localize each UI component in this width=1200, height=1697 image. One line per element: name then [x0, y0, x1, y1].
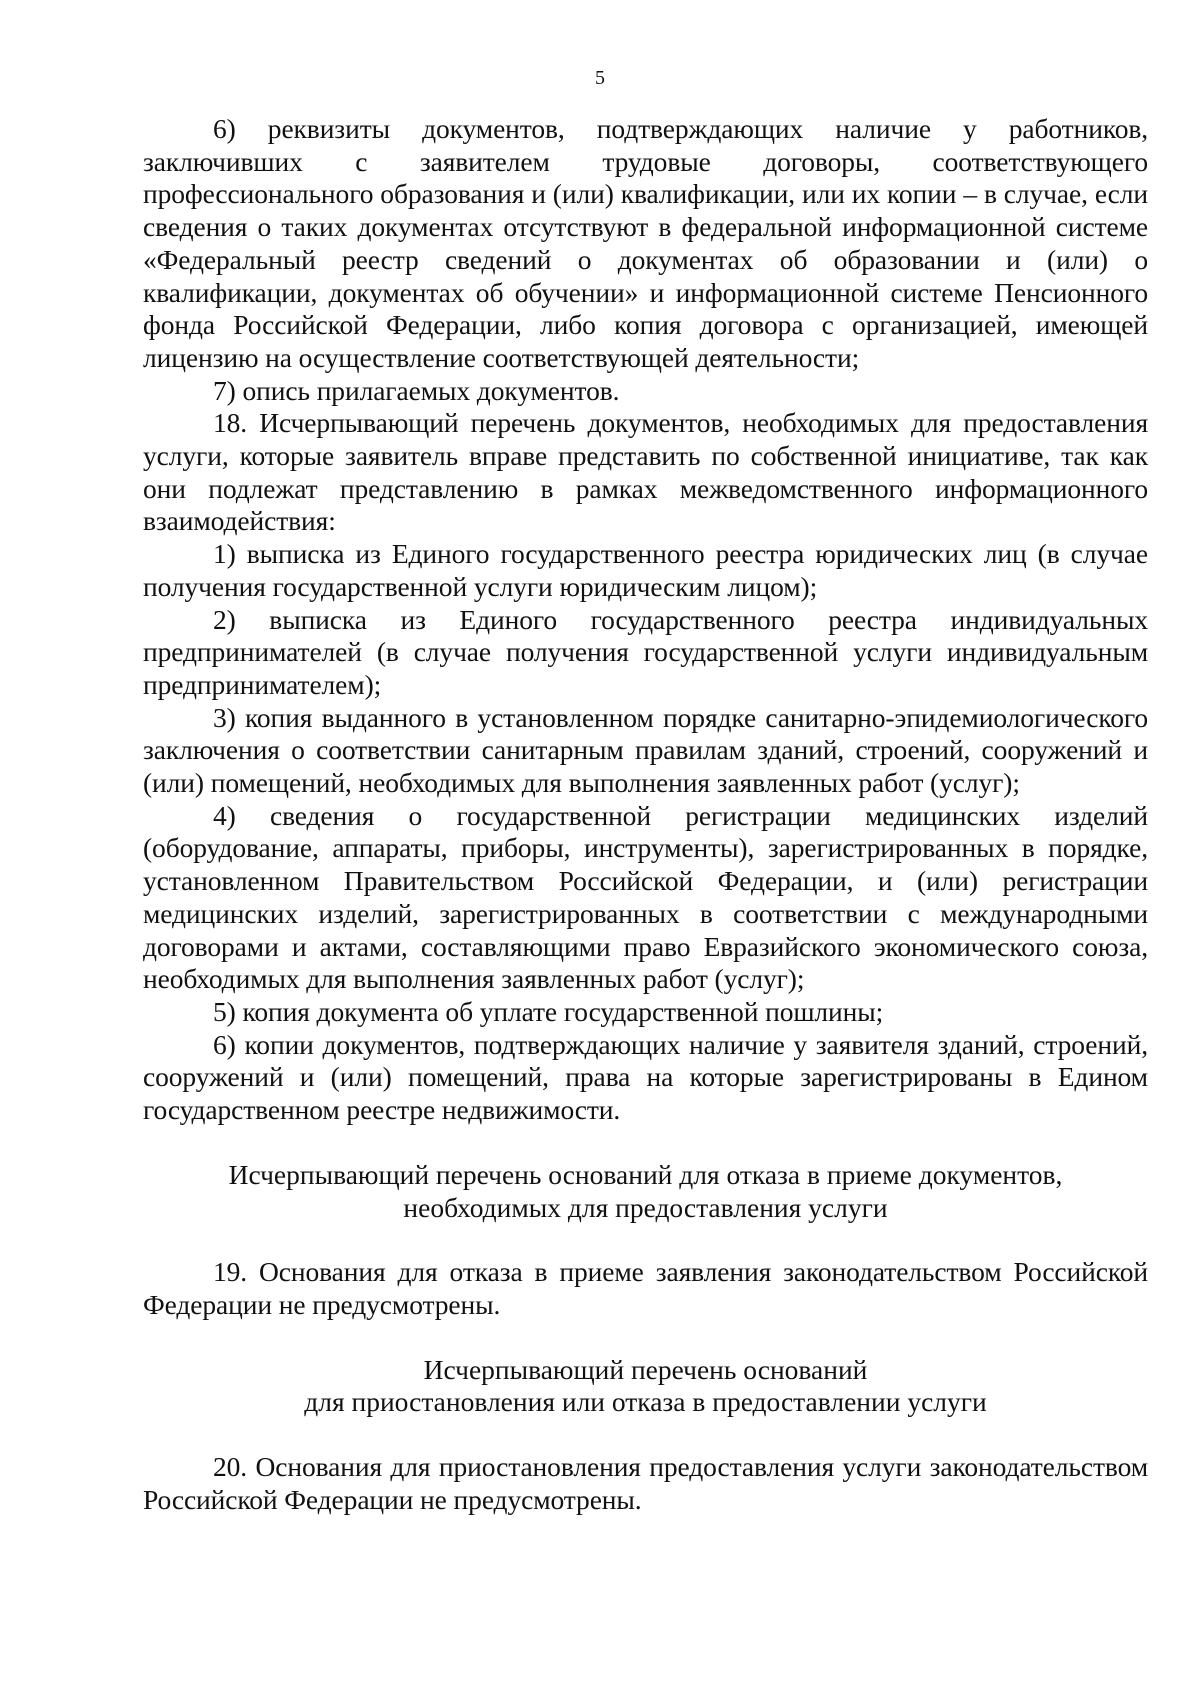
clause-19-refusal-grounds: 19. Основания для отказа в приеме заявления законодательством Российской Федерации не предусмотрены.: [143, 1256, 1148, 1320]
clause-18-item-2: 2) выписка из Единого государственного реестра индивидуальных предпринимателей (в случае получения государственной услуги индивидуальным предпринимателем);: [143, 603, 1148, 700]
page-number: 5: [595, 67, 605, 89]
clause-18-item-1: 1) выписка из Единого государственного реестра юридических лиц (в случае получения государственной услуги юридическим лицом);: [143, 538, 1148, 602]
document-body: [143, 113, 1148, 1516]
item-6-qualification-documents: 6) реквизиты документов, подтверждающих наличие у работников, заключивших с заявителем трудовые договоры, соответствующего профессионального образования и (или) квалификации, или их копии – в случае, если сведения о таких документах отсутствуют в федеральной информационной системе «Федеральный реестр сведений о документах об образовании и (или) о квалификации, документах об обучении» и информационной системе Пенсионного фонда Российской Федерации, либо копия договора с организацией, имеющей лицензию на осуществление соответствующей деятельности;: [143, 113, 1148, 373]
clause-18-item-4: 4) сведения о государственной регистрации медицинских изделий (оборудование, аппараты, приборы, инструменты), зарегистрированных в порядке, установленном Правительством Российской Федерации, и (или) регистрации медицинских изделий, зарегистрированных в соответствии с международными договорами и актами, составляющими право Евразийского экономического союза, необходимых для выполнения заявленных работ (услуг);: [143, 799, 1148, 995]
item-7-document-inventory: 7) опись прилагаемых документов.: [213, 374, 620, 406]
clause-18-item-3: 3) копия выданного в установленном порядке санитарно-эпидемиологического заключения о соответствии санитарным правилам зданий, строений, сооружений и (или) помещений, необходимых для выполнения заявленных работ (услуг);: [143, 701, 1148, 799]
section-heading-refusal-line-1: Исчерпывающий перечень оснований для отказа в приеме документов,: [228, 1158, 1063, 1190]
section-heading-suspension-grounds: [143, 1354, 1148, 1419]
section-heading-suspension-line-2: для приостановления или отказа в предоставлении услуги: [304, 1386, 987, 1418]
clause-18-item-5: 5) копия документа об уплате государственной пошлины;: [213, 995, 884, 1027]
section-heading-refusal-grounds: [143, 1159, 1148, 1224]
clause-20-suspension-grounds: 20. Основания для приостановления предоставления услуги законодательством Российской Федерации не предусмотрены.: [143, 1451, 1148, 1515]
clause-18-item-6: 6) копии документов, подтверждающих наличие у заявителя зданий, строений, сооружений и (или) помещений, права на которые зарегистрированы в Едином государственном реестре недвижимости.: [143, 1028, 1148, 1126]
section-heading-refusal-line-2: необходимых для предоставления услуги: [403, 1191, 888, 1223]
section-heading-suspension-line-1: Исчерпывающий перечень оснований: [423, 1353, 868, 1385]
clause-18-optional-documents: 18. Исчерпывающий перечень документов, необходимых для предоставления услуги, которые заявитель вправе представить по собственной инициативе, так как они подлежат представлению в рамках межведомственного информационного взаимодействия:: [143, 407, 1148, 537]
